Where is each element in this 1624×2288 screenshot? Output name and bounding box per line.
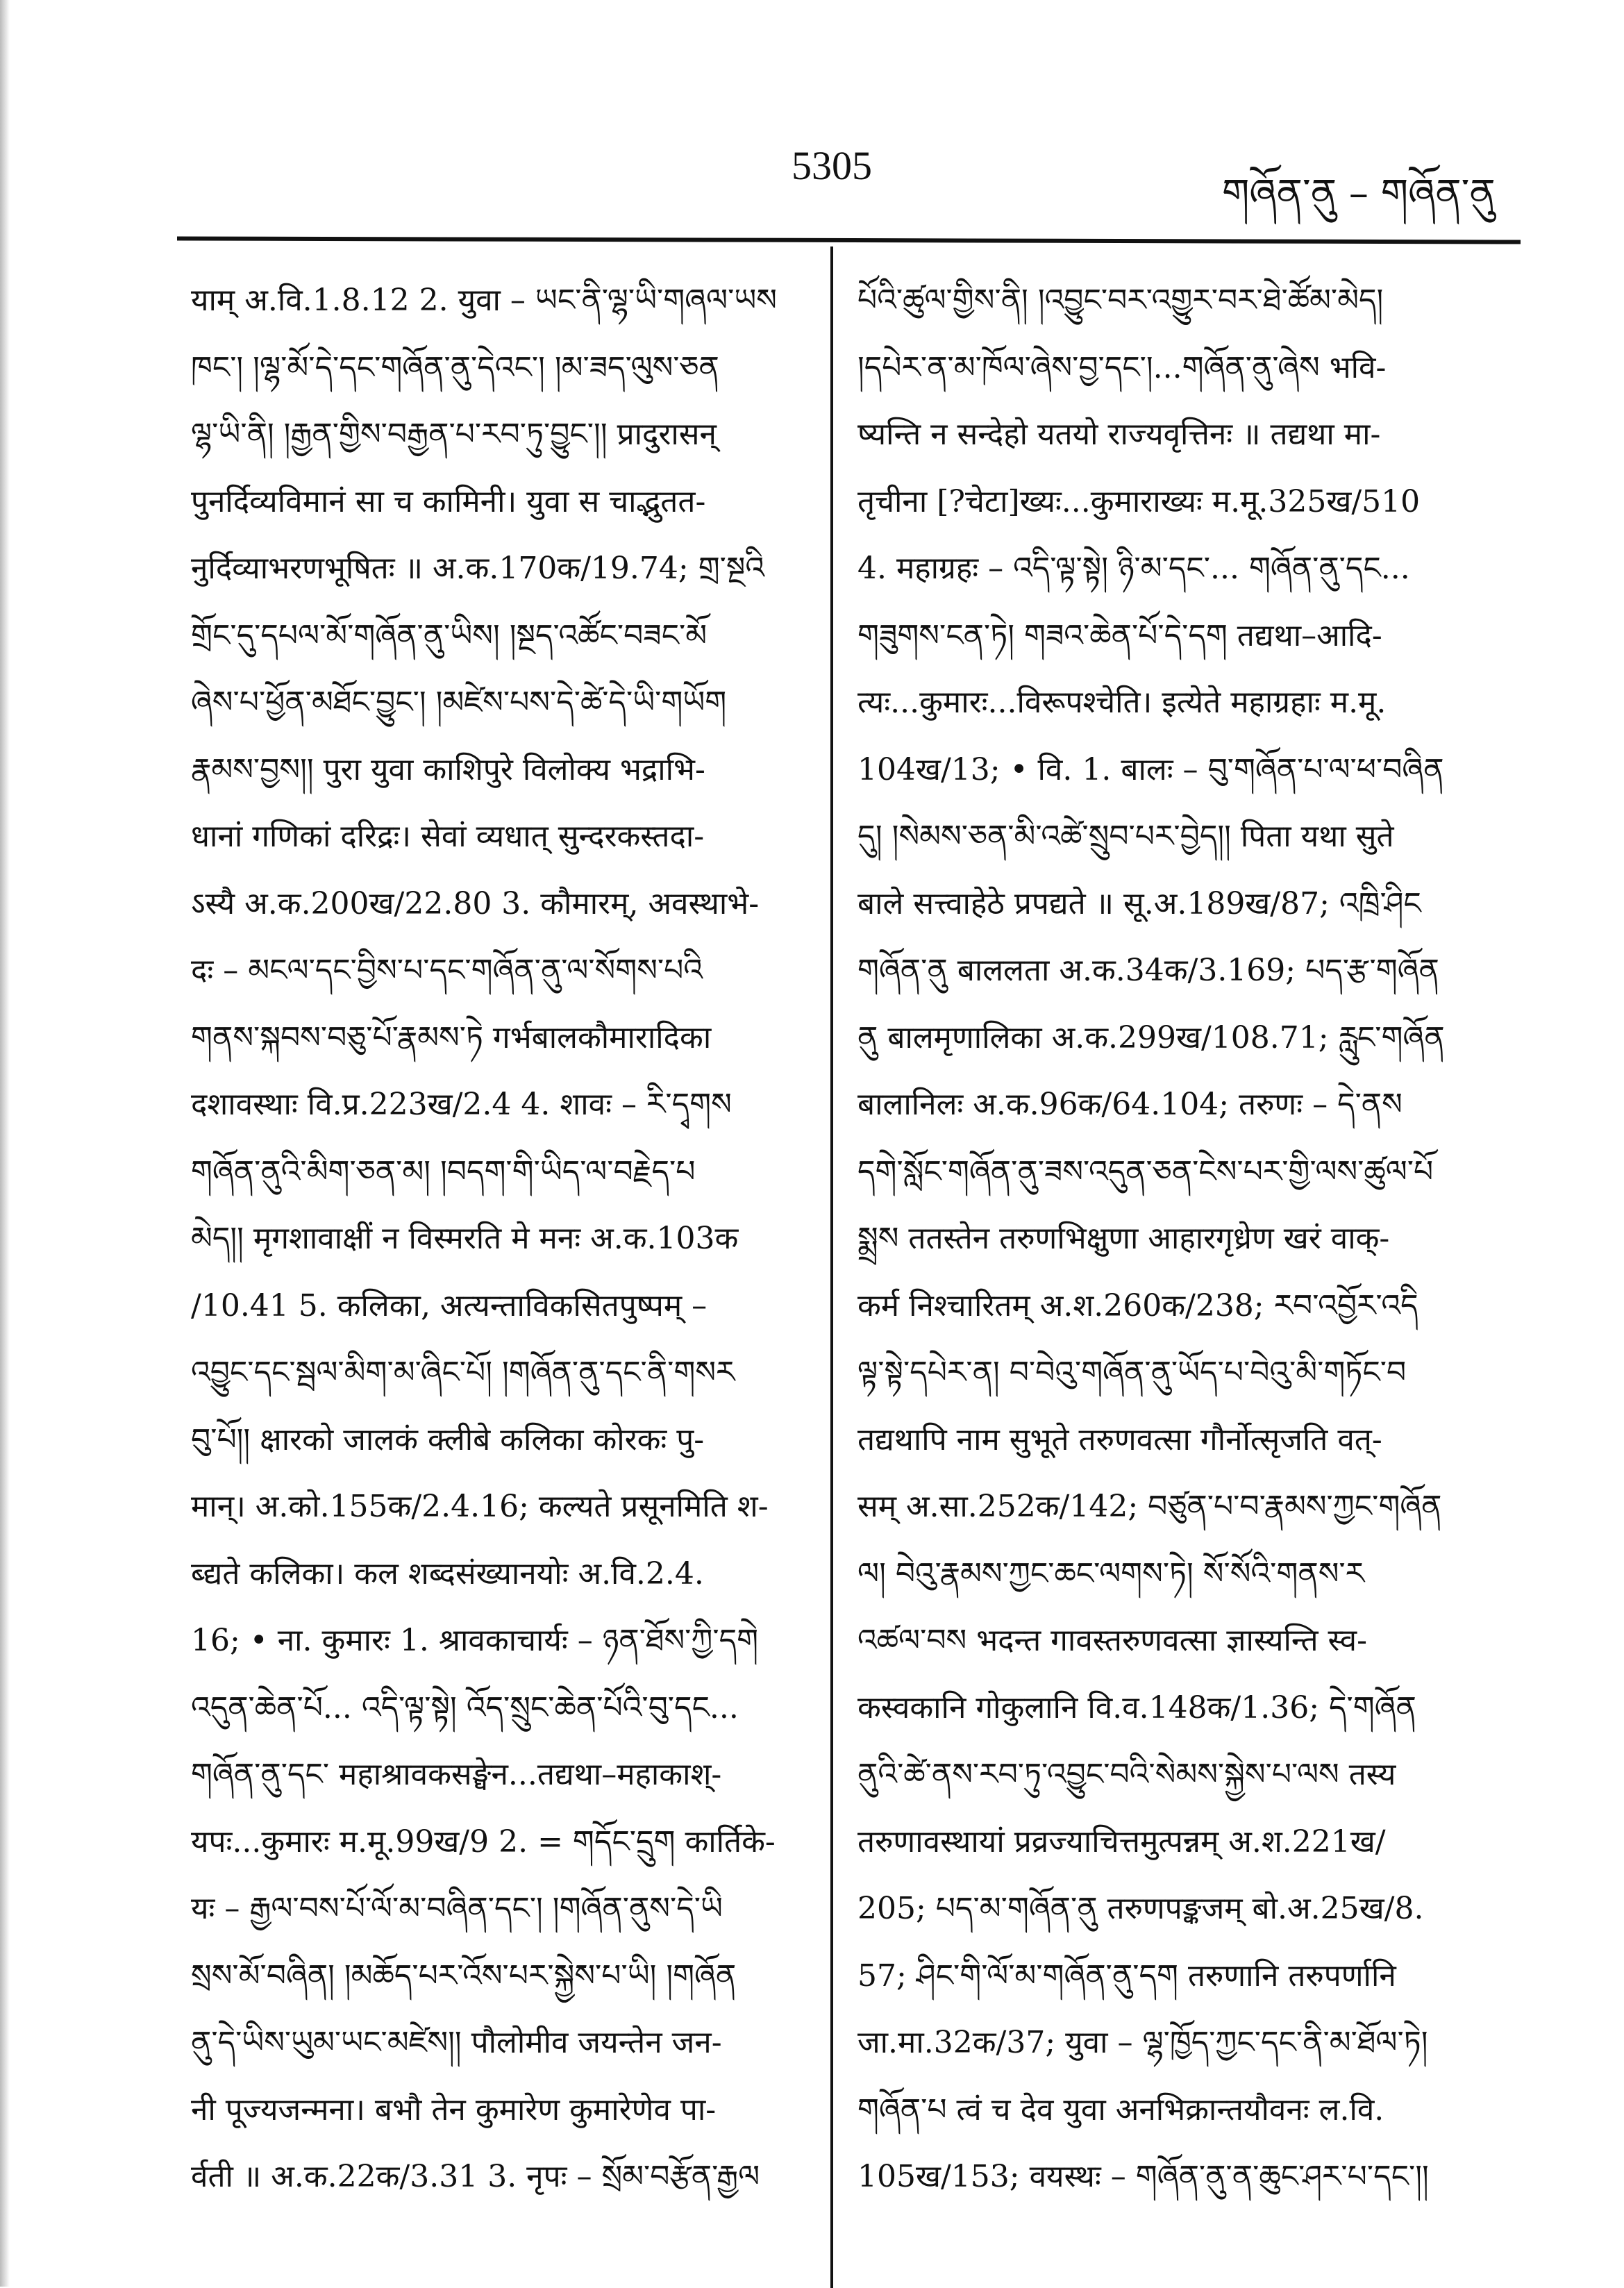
text-line: दशावस्थाः वि.प्र.223ख/2.4 4. शावः – རི་དྭགས xyxy=(191,1087,732,1122)
text-line: कस्वकानि गोकुलानि वि.व.148क/1.36; དེ་གཞོན xyxy=(857,1689,1416,1726)
text-line: पुनर्दिव्यविमानं सा च कामिनी। युवा स चाद्भुतत- xyxy=(191,483,706,519)
text-line: གཞོན་ནུ बाललता अ.क.34क/3.169; པད་རྩ་གཞོན xyxy=(857,953,1439,988)
text-line: གྲོང་དུ་དཔལ་མོ་གཞོན་ནུ་ཡིས། །སྔད་འཚོང་བཟང་མོ xyxy=(191,617,708,653)
text-line: नी पूज्यजन्मना। बभौ तेन कुमारेण कुमारेणेव पा- xyxy=(191,2091,717,2128)
text-line: त्यः...कुमारः...विरूपश्चेति। इत्येते महाग्रहाः म.मू. xyxy=(857,685,1387,720)
text-line: ལ། བེའུ་རྣམས་ཀྱང་ཆང་ལགས་ཏེ། སོ་སོའི་གནས་ར xyxy=(857,1555,1365,1592)
text-line: གནས་སྐབས་བཅུ་པོ་རྣམས་ཏེ गर्भबालकौमारादिका xyxy=(191,1019,712,1055)
text-line: འདུན་ཆེན་པོ... འདི་ལྟ་སྟེ། འོད་སྲུང་ཆེན་པོའི་བུ་དང... xyxy=(191,1689,739,1726)
text-line: तृचीना [?चेटा]ख्यः...कुमाराख्यः म.मू.325ख/510 xyxy=(857,483,1421,519)
text-line: बालानिलः अ.क.96क/64.104; तरुणः – དེ་ནས xyxy=(857,1087,1403,1122)
text-line: ཁང་། །ལྷ་མོ་དེ་དང་གཞོན་ནུ་དེའང་། །མ་ཟད་ལུས་ཅན xyxy=(191,349,719,385)
text-line: མེད།། मृगशावाक्षीं न विस्मरति मे मनः अ.क.103क xyxy=(191,1221,739,1256)
text-line: འབྱུང་དང་སྦལ་མིག་མ་ཞིང་པོ། །གཞོན་ནུ་དང་ནི་གསར xyxy=(191,1355,735,1390)
right-column xyxy=(857,267,1514,2211)
text-line: 104ख/13; • वि. 1. बालः – བུ་གཞོན་པ་ལ་ཕ་བཞིན xyxy=(857,751,1444,787)
text-line: 4. महाग्रहः – འདི་ལྟ་སྟེ། ཉི་མ་དང་... གཞོན་ནུ་དང... xyxy=(857,551,1410,586)
text-line: 105ख/153; वयस्थः – གཞོན་ནུ་ན་ཆུང་ཤར་པ་དང་།། xyxy=(857,2159,1429,2194)
text-line: གཞོན་ནུའི་མིག་ཅན་མ། །བདག་གི་ཡིད་ལ་བརྗེད་པ xyxy=(191,1153,696,1189)
text-line: ལྷ་ཡི་ནི། །རྒྱན་གྱིས་བརྒྱན་པ་རབ་ཏུ་བྱུང་།། प्रादुरासन् xyxy=(191,417,717,452)
text-line: नुर्दिव्याभरणभूषितः ॥ अ.क.170क/19.74; གྲ་སྔའི xyxy=(191,551,765,586)
text-line: སྨྲས ततस्तेन तरुणभिक्षुणा आहारगृध्रेण खरं वाक्- xyxy=(857,1221,1390,1256)
text-line: ष्यन्ति न सन्देहो यतयो राज्यवृत्तिनः ॥ तद्यथा मा- xyxy=(857,417,1381,452)
text-line: ऽस्यै अ.क.200ख/22.80 3. कौमारम्, अवस्थाभे- xyxy=(191,885,760,921)
text-line: 57; ཤིང་གི་ལོ་མ་གཞོན་ནུ་དག तरुणानि तरुपर्णानि xyxy=(857,1957,1396,1994)
text-line: कर्म निश्चारितम् अ.श.260क/238; རབ་འབྱོར་འདི xyxy=(857,1287,1418,1323)
text-line: དགེ་སློང་གཞོན་ནུ་ཟས་འདུན་ཅན་ངེས་པར་གྱི་ལས་ཚུལ་པོ xyxy=(857,1153,1434,1189)
text-line: དུ། །སེམས་ཅན་མི་འཚེ་སྲུབ་པར་བྱེད།། पिता यथा सुते xyxy=(857,819,1394,854)
text-line: ལྟ་སྟེ་དཔེར་ན། བ་བེའུ་གཞོན་ནུ་ཡོད་པ་བེའུ་མི་གཏོང་བ xyxy=(857,1355,1407,1390)
text-line: याम् अ.वि.1.8.12 2. युवा – ཡང་ནི་ལྷ་ཡི་གཞལ་ཡས xyxy=(191,283,777,318)
text-line: སྲས་མོ་བཞིན། །མཆོད་པར་འོས་པར་སྐྱེས་པ་ཡི། །གཞོན xyxy=(191,1957,737,1994)
text-line: ཞེས་པ་ཕྱོན་མཐོང་བྱུང་། །མཛེས་པས་དེ་ཚེ་དེ་ཡི་གཡོག xyxy=(191,685,727,720)
column-divider xyxy=(830,247,833,2288)
text-line: གཞོན་པ त्वं च देव युवा अनभिक्रान्तयौवनः ल.वि. xyxy=(857,2091,1384,2128)
text-line: तद्यथापि नाम सुभूते तरुणवत्सा गौर्नोत्सृजति वत्- xyxy=(857,1421,1382,1458)
text-line: दः – མངལ་དང་བྱིས་པ་དང་གཞོན་ནུ་ལ་སོགས་པའི xyxy=(191,953,703,988)
text-line: 205; པད་མ་གཞོན་ནུ तरुणपङ्कजम् बो.अ.25ख/8. xyxy=(857,1891,1424,1926)
left-column xyxy=(191,267,819,2211)
text-line: བུ་པོ།། क्षारको जालकं क्लीबे कलिका कोरकः पु- xyxy=(191,1421,705,1458)
text-line: यपः...कुमारः म.मू.99ख/9 2. = གདོང་དྲུག कार्तिके- xyxy=(191,1823,776,1860)
text-line: यः – རྒྱལ་བས་པོ་ལོ་མ་བཞིན་དང་། །གཞོན་ནུས་དེ་ཡི xyxy=(191,1891,723,1926)
text-line: बाले सत्त्वाहेठे प्रपद्यते ॥ सू.अ.189ख/87; འཁྲི་ཤིང xyxy=(857,885,1421,921)
running-head: གཞོན་ནུ – གཞོན་ནུ xyxy=(1222,171,1496,216)
text-line: सम् अ.सा.252क/142; བཙུན་པ་བ་རྣམས་ཀྱང་གཞོན xyxy=(857,1489,1442,1524)
text-line: तरुणावस्थायां प्रव्रज्याचित्तमुत्पन्नम् अ.श.221ख/ xyxy=(857,1823,1386,1860)
page-number: 5305 xyxy=(792,143,872,188)
text-line: धानां गणिकां दरिद्रः। सेवां व्यधात् सुन्दरकस्तदा- xyxy=(191,819,705,854)
text-line: र्वती ॥ अ.क.22क/3.31 3. नृपः – སྲོམ་བརྩོན་རྒྱལ xyxy=(191,2159,760,2194)
scan-edge xyxy=(0,0,10,2287)
text-line: ब्द्यते कलिका। कल शब्दसंख्यानयोः अ.वि.2.4. xyxy=(191,1555,704,1592)
text-line: 16; • ना. कुमारः 1. श्रावकाचार्यः – ཉན་ཐོས་ཀྱི་དགེ xyxy=(191,1623,759,1658)
text-line: པོའི་ཚུལ་གྱིས་ནི། །འབྱུང་བར་འགྱུར་བར་ཐེ་ཚོམ་མེད། xyxy=(857,283,1384,318)
text-line: ནུ་དེ་ཡིས་ཡུམ་ཡང་མཛེས།། पौलोमीव जयन्तेन जन- xyxy=(191,2025,722,2060)
text-line: འཚལ་བས भदन्त गावस्तरुणवत्सा ज्ञास्यन्ति स्व- xyxy=(857,1623,1367,1658)
text-line: ནུའི་ཚེ་ནས་རབ་ཏུ་འབྱུང་བའི་སེམས་སྐྱེས་པ་ལས तस्य xyxy=(857,1757,1396,1792)
text-line: །དཔེར་ན་མ་ཁོལ་ཞེས་བྱ་དང་།...གཞོན་ནུ་ཞེས भवि- xyxy=(857,349,1387,385)
text-line: གཟུགས་ངན་ཏེ། གཟའ་ཆེན་པོ་དེ་དག तद्यथा–आदि- xyxy=(857,617,1382,653)
text-line: जा.मा.32क/37; युवा – ལྷ་ཁྱོད་ཀྱང་དང་ནི་མ་ཐོལ་ཏེ། xyxy=(857,2025,1428,2060)
text-line: རྣམས་བྱས།། पुरा युवा काशिपुरे विलोक्य भद्राभि- xyxy=(191,751,705,787)
text-line: གཞོན་ནུ་དང་ महाश्रावकसङ्घेन...तद्यथा–महाकाश्- xyxy=(191,1757,722,1792)
text-line: ནུ बालमृणालिका अ.क.299ख/108.71; རླུང་གཞོན xyxy=(857,1019,1445,1055)
text-line: मान्। अ.को.155क/2.4.16; कल्यते प्रसूनमिति श- xyxy=(191,1489,769,1524)
text-line: /10.41 5. कलिका, अत्यन्ताविकसितपुष्पम् – xyxy=(191,1287,708,1323)
